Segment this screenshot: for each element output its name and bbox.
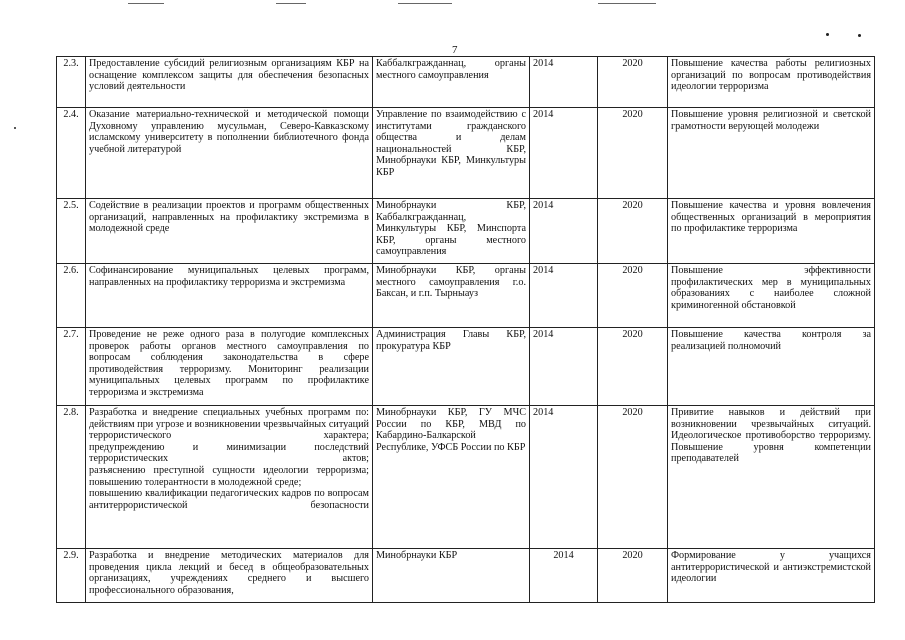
table-row xyxy=(57,199,875,264)
scan-speck xyxy=(826,33,829,36)
executors-cell: Минобрнауки КБР, органы местного самоуправления г.о. Баксан, и г.п. Тырныауз xyxy=(373,264,530,328)
end-year-cell: 2020 xyxy=(598,199,668,264)
scan-mark xyxy=(276,3,306,4)
row-number: 2.4. xyxy=(57,108,86,199)
start-year-cell: 2014 xyxy=(530,406,598,549)
table-row xyxy=(57,108,875,199)
scan-mark xyxy=(398,3,452,4)
row-number: 2.6. xyxy=(57,264,86,328)
activity-line: повышению квалификации педагогических кадров по вопросам антитеррористической безопасности xyxy=(89,488,369,511)
activity-cell: Оказание материально-технической и методической помощи Духовному управлению мусульман, Северо-Кавказскому исламскому университету в пополнении библиотечного фонда учебной литературой xyxy=(86,108,373,199)
result-cell: Повышение эффективности профилактических мер в муниципальных образованиях с наиболее сложной криминогенной обстановкой xyxy=(668,264,875,328)
end-year-cell: 2020 xyxy=(598,406,668,549)
row-number: 2.3. xyxy=(57,57,86,108)
end-year-cell: 2020 xyxy=(598,549,668,603)
result-cell: Повышение качества и уровня вовлечения общественных организаций в мероприятия по профилактике терроризма xyxy=(668,199,875,264)
executors-cell: Администрация Главы КБР, прокуратура КБР xyxy=(373,328,530,406)
scan-speck xyxy=(14,127,16,129)
result-cell: Повышение качества работы религиозных организаций по вопросам противодействия идеологии терроризма xyxy=(668,57,875,108)
executors-cell: Каббалкгражданнац, органы местного самоуправления xyxy=(373,57,530,108)
page-number: 7 xyxy=(452,44,458,56)
activity-cell: Софинансирование муниципальных целевых программ, направленных на профилактику терроризма и экстремизма xyxy=(86,264,373,328)
activity-cell xyxy=(86,406,373,549)
result-cell: Повышение качества контроля за реализацией полномочий xyxy=(668,328,875,406)
activity-cell: Разработка и внедрение методических материалов для проведения цикла лекций и бесед в общеобразовательных организациях, учреждениях среднего и высшего профессионального образования, xyxy=(86,549,373,603)
row-number: 2.7. xyxy=(57,328,86,406)
table-row xyxy=(57,264,875,328)
scan-mark xyxy=(128,3,164,4)
activity-cell: Проведение не реже одного раза в полугодие комплексных проверок работы органов местного самоуправления по вопросам соблюдения законодательства в сфере противодействия терроризму. Мониторинг реализации муниципальных целевых программ по профилактике терроризма и экстремизма xyxy=(86,328,373,406)
end-year-cell: 2020 xyxy=(598,57,668,108)
executors-cell: Минобрнауки КБР xyxy=(373,549,530,603)
executors-cell: Минобрнауки КБР, Каббалкгражданнац, Минкультуры КБР, Минспорта КБР, органы местного самоуправления xyxy=(373,199,530,264)
measures-table xyxy=(56,56,875,603)
activity-line: действиям при угрозе и возникновении чрезвычайных ситуаций террористического характера; xyxy=(89,418,369,442)
row-number: 2.9. xyxy=(57,549,86,603)
activity-line: Разработка и внедрение специальных учебных программ по: xyxy=(89,407,369,418)
start-year-cell: 2014 xyxy=(530,264,598,328)
scan-speck xyxy=(858,34,861,37)
table-row xyxy=(57,406,875,549)
result-cell: Привитие навыков и действий при возникновении чрезвычайных ситуаций. Идеологическое противоборство терроризму. Повышение уровня компетенции преподавателей xyxy=(668,406,875,549)
end-year-cell: 2020 xyxy=(598,108,668,199)
start-year-cell: 2014 xyxy=(530,328,598,406)
row-number: 2.8. xyxy=(57,406,86,549)
activity-cell: Содействие в реализации проектов и программ общественных организаций, направленных на профилактику экстремизма в молодежной среде xyxy=(86,199,373,264)
start-year-cell: 2014 xyxy=(530,57,598,108)
end-year-cell: 2020 xyxy=(598,264,668,328)
row-number: 2.5. xyxy=(57,199,86,264)
result-cell: Формирование у учащихся антитеррористической и антиэкстремистской идеологии xyxy=(668,549,875,603)
table-row xyxy=(57,57,875,108)
start-year-cell: 2014 xyxy=(530,199,598,264)
activity-line: разъяснению преступной сущности идеологии терроризма; xyxy=(89,464,369,476)
result-cell: Повышение уровня религиозной и светской грамотности верующей молодежи xyxy=(668,108,875,199)
scan-mark xyxy=(598,3,656,4)
table-row xyxy=(57,549,875,603)
executors-cell: Управление по взаимодействию с институтами гражданского общества и делам национальностей КБР, Минобрнауки КБР, Минкультуры КБР xyxy=(373,108,530,199)
executors-cell: Минобрнауки КБР, ГУ МЧС России по КБР, МВД по Кабардино-Балкарской Республике, УФСБ России по КБР xyxy=(373,406,530,549)
start-year-cell: 2014 xyxy=(530,108,598,199)
activity-line: повышению толерантности в молодежной среде; xyxy=(89,476,302,488)
start-year-cell: 2014 xyxy=(530,549,598,603)
activity-cell: Предоставление субсидий религиозным организациям КБР на оснащение комплексом защиты для обеспечения безопасных условий деятельности xyxy=(86,57,373,108)
activity-line: предупреждению и минимизации последствий террористических актов; xyxy=(89,441,369,465)
table-row xyxy=(57,328,875,406)
end-year-cell: 2020 xyxy=(598,328,668,406)
